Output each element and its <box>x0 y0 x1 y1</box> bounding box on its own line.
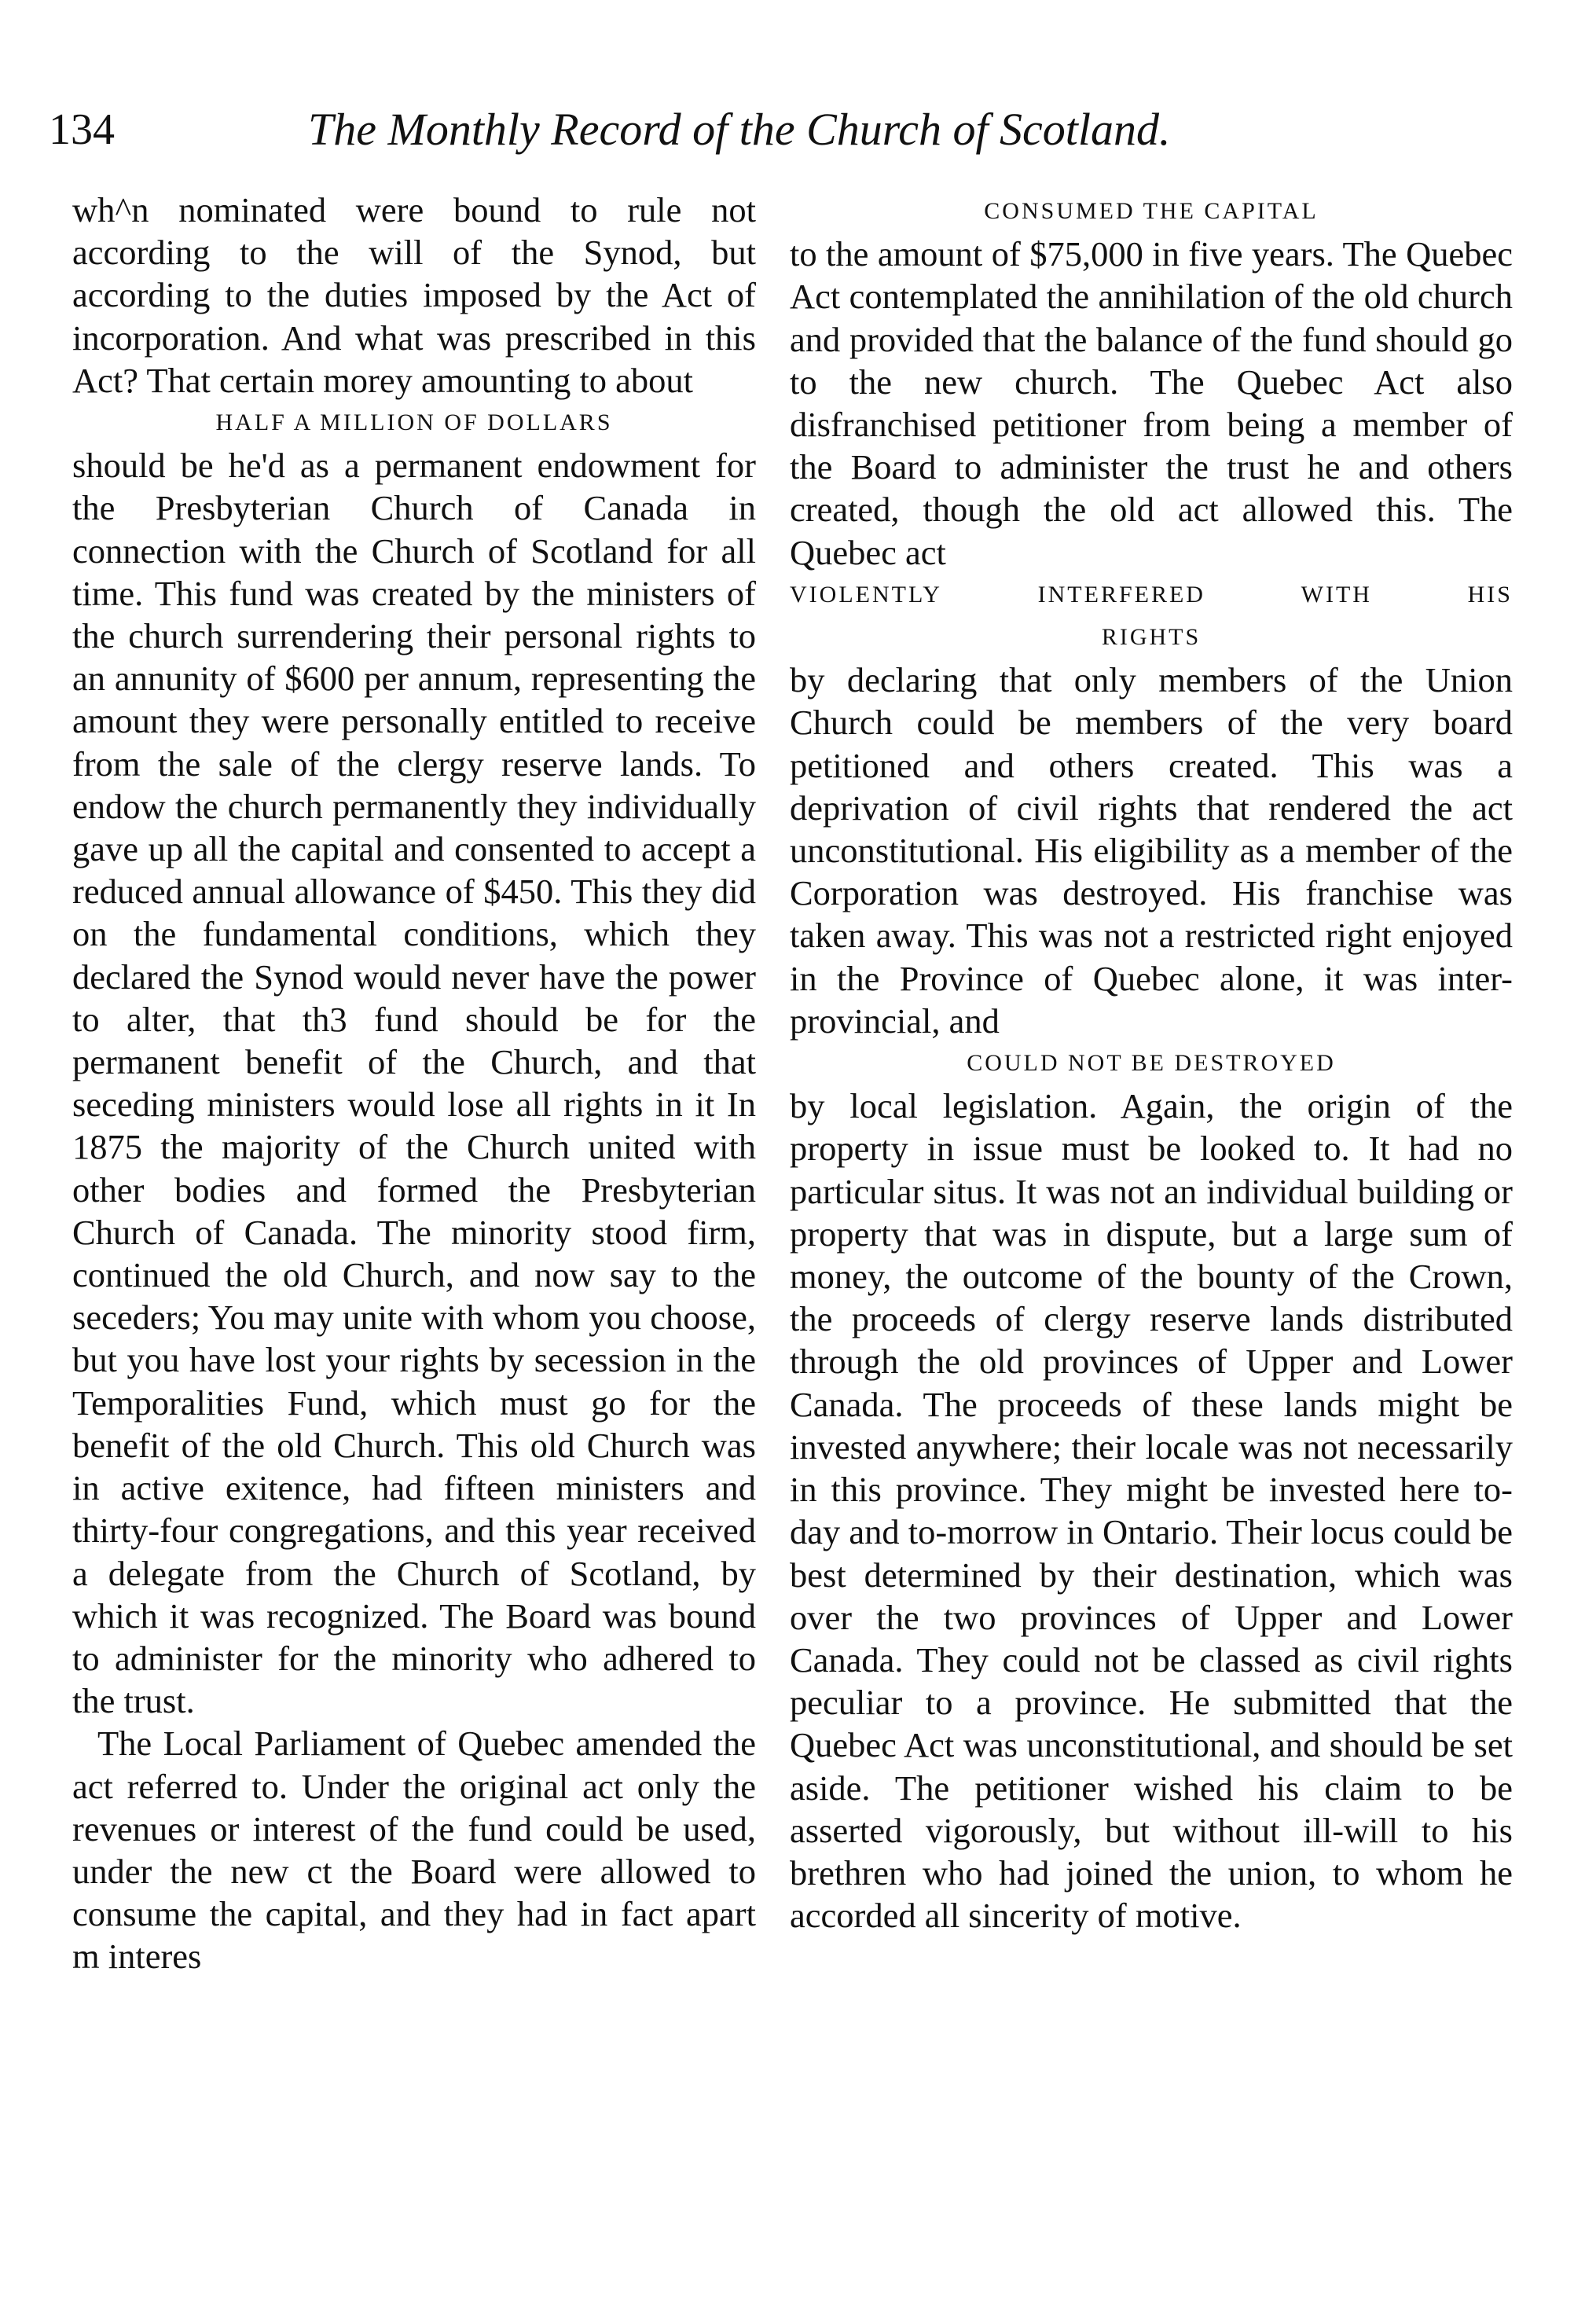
right-paragraph-2: by declaring that only members of the Union Church could be members of the very board petitioned and others created. This was a deprivation of civil rights that rendered the act unconstitutional. His eligibility as a member of the Corporation was destroyed. His franchise was taken away. This was not a restricted right enjoyed in the Province of Quebec alone, it was inter-provincial, and <box>790 660 1513 1041</box>
right-subheading-violently-interfered <box>790 574 1513 616</box>
running-title: The Monthly Record of the Church of Scotland. <box>308 104 1171 155</box>
left-paragraph-1: wh^n nominated were bound to rule not according to the will of the Synod, but according to the duties imposed by the Act of incorporation. And what was prescribed in this Act? That certain morey amounting to about <box>72 190 756 400</box>
left-paragraph-3: The Local Parliament of Quebec amended the act referred to. Under the original act only the revenues or interest of the fund could be used, under the new ct the Board were allowed to consume the capital, and they had in fact apart m interes <box>72 1724 756 1977</box>
subheading-word-interfered: INTERFERED <box>1037 581 1205 608</box>
subheading-word-with: WITH <box>1301 581 1372 608</box>
subheading-word-violently: VIOLENTLY <box>790 581 942 608</box>
right-paragraph-3: by local legislation. Again, the origin of the property in issue must be looked to. It had no particular situs. It was not an individual building or property that was in dispute, but a large sum of money, the outcome of the bounty of the Crown, the proceeds of clergy reserve lands distributed through the old provinces of Upper and Lower Canada. The proceeds of these lands might be invested anywhere; their locale was not necessarily in this province. They might be invested here to-day and to-morrow in Ontario. Their locus could be best determined by their destination, which was over the two provinces of Upper and Lower Canada. They could not be classed as civil rights peculiar to a province. He submitted that the Quebec Act was unconstitutional, and should be set aside. The petitioner wished his claim to be asserted vigorously, but without ill-will to his brethren who had joined the union, to whom he accorded all sincerity of motive. <box>790 1086 1513 1936</box>
left-subheading-half-million: HALF A MILLION OF DOLLARS <box>215 409 613 436</box>
page-header <box>49 94 1306 165</box>
left-paragraph-2: should be he'd as a permanent endowment for the Presbyterian Church of Canada in connection with the Church of Scotland for all time. This fund was created by the ministers of the church surrendering their personal rights to an annunity of $600 per annum, representing the amount they were personally entitled to receive from the sale of the clergy reserve lands. To endow the church permanently they individually gave up all the capital and consented to accept a reduced annual allowance of $450. This they did on the fundamental conditions, which they declared the Synod would never have the power to alter, that th3 fund should be for the permanent benefit of the Church, and that seceding ministers would lose all rights in it In 1875 the majority of the Church united with other bodies and formed the Presbyterian Church of Canada. The minority stood firm, continued the old Church, and now say to the seceders; You may unite with whom you choose, but you have lost your rights by secession in the Temporalities Fund, which must go for the benefit of the old Church. This old Church was in active exitence, had fifteen ministers and thirty-four congregations, and this year received a delegate from the Church of Scotland, by which it was recognized. The Board was bound to administer for the minority who adhered to the trust. <box>72 446 756 1721</box>
page-number: 134 <box>49 105 115 154</box>
left-column <box>72 189 756 1978</box>
right-subheading-consumed-capital: CONSUMED THE CAPITAL <box>984 198 1319 224</box>
right-subheading-rights: RIGHTS <box>1101 624 1202 651</box>
right-column <box>790 189 1513 1937</box>
right-subheading-could-not-be-destroyed: COULD NOT BE DESTROYED <box>967 1050 1336 1077</box>
right-paragraph-1: to the amount of $75,000 in five years. The Quebec Act contemplated the annihilation of the old church and provided that the balance of the fund should go to the new church. The Quebec Act also disfranchised petitioner from being a member of the Board to administer the trust he and others created, though the old act allowed this. The Quebec act <box>790 234 1513 572</box>
subheading-word-his: HIS <box>1467 581 1513 608</box>
